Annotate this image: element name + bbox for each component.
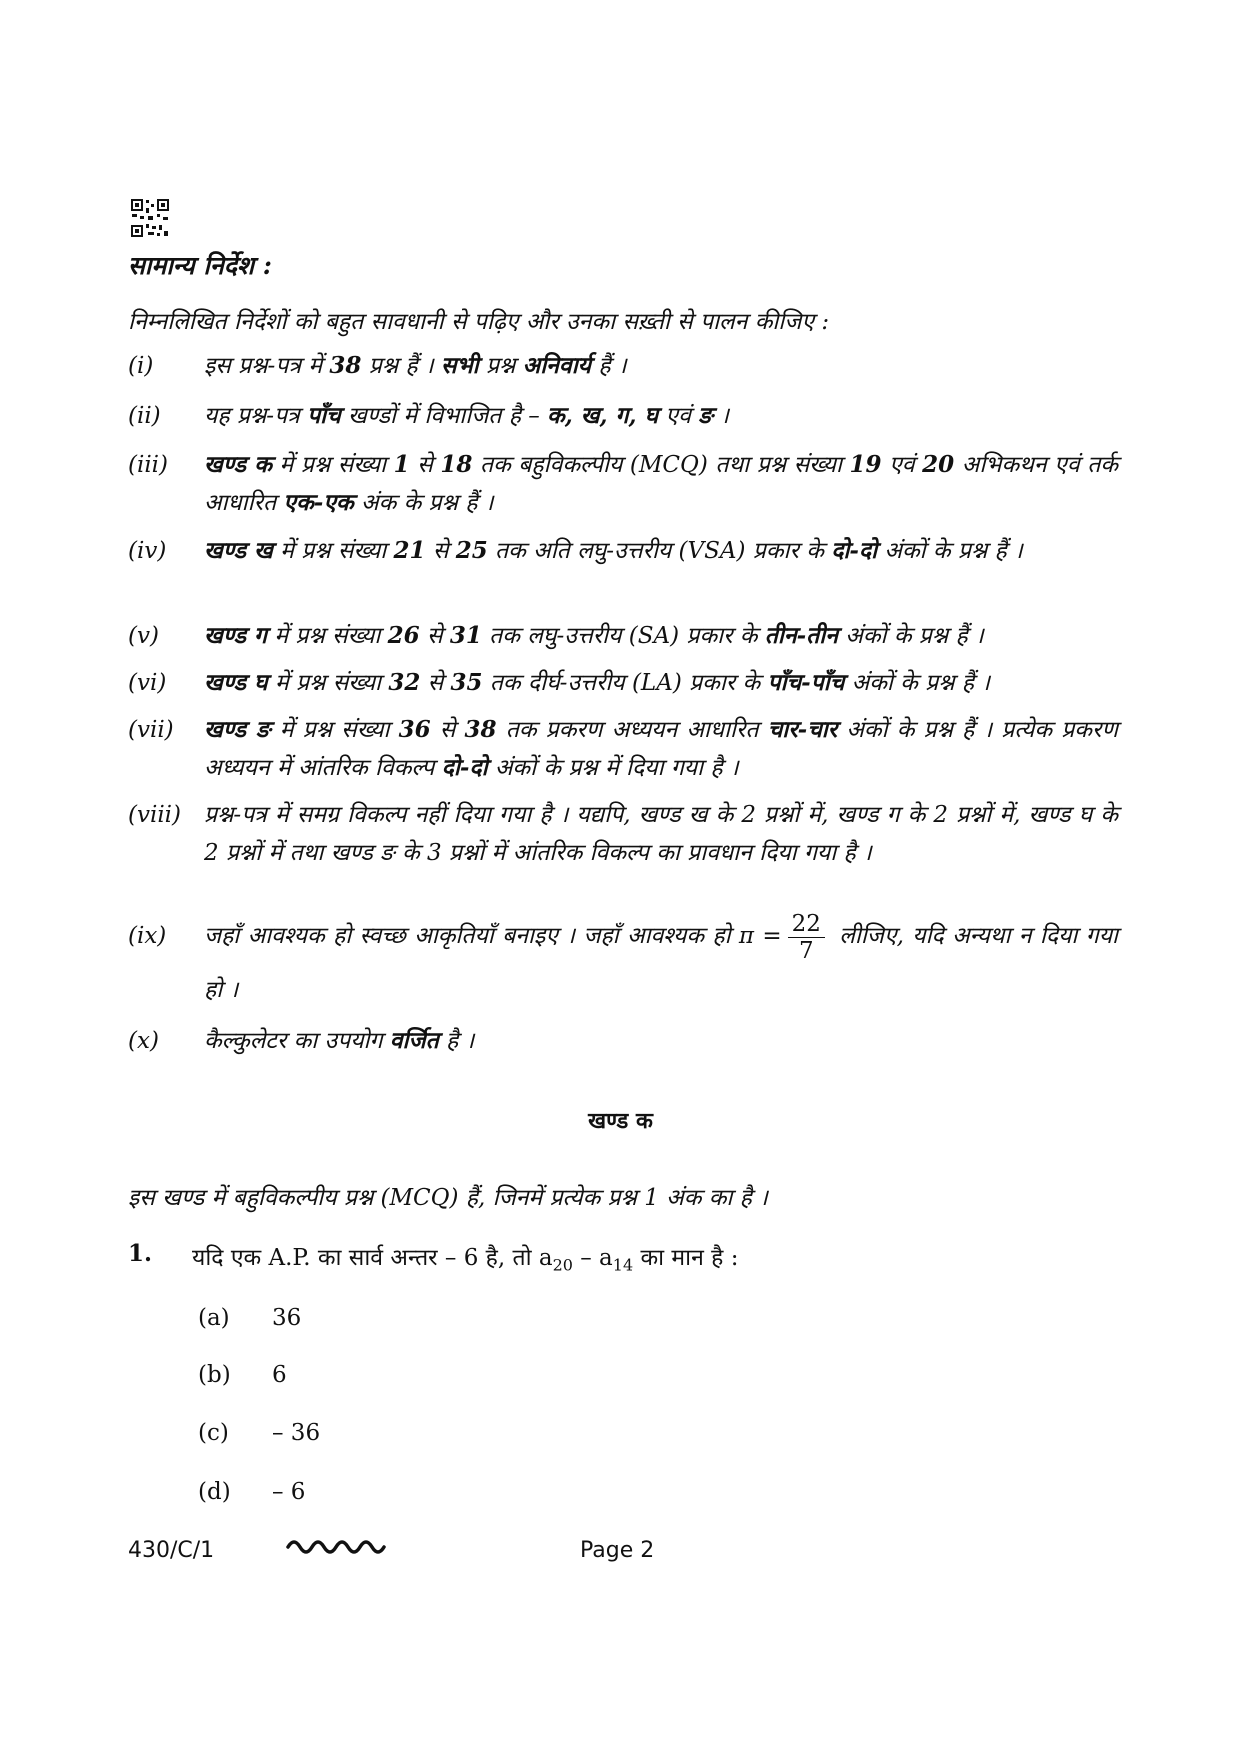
question-1	[128, 1240, 1118, 1275]
instruction-number: (iii)	[128, 452, 169, 478]
section-title: खण्ड क	[588, 1108, 653, 1134]
tilde-ornament-icon	[286, 1533, 386, 1557]
instructions-intro: निम्नलिखित निर्देशों को बहुत सावधानी से पढ़िए और उनका सख़्ती से पालन कीजिए :	[128, 309, 830, 335]
instruction-item: (vii) खण्ड ङ में प्रश्न संख्या 36 से 38 तक प्रकरण अध्ययन आधारित चार-चार अंकों के प्रश्न हैं । प्रत्येक प्रकरण अध्ययन में आंतरिक विकल्प दो-दो अंकों के प्रश्न में दिया गया है ।	[128, 711, 1118, 787]
instruction-number: (x)	[128, 1028, 159, 1054]
option-b: (b) 6	[198, 1362, 287, 1388]
instruction-item: (ix) जहाँ आवश्यक हो स्वच्छ आकृतियाँ बनाइए । जहाँ आवश्यक हो π = $\frac{22}{7}$ लीजिए, यदि अन्यथा न दिया गया हो ।	[128, 910, 1118, 1003]
instruction-number: (v)	[128, 623, 159, 649]
instruction-number: (vi)	[128, 670, 167, 696]
instruction-number: (viii)	[128, 802, 182, 828]
general-instructions-heading: सामान्य निर्देश :	[128, 251, 272, 280]
instruction-item: (i) इस प्रश्न-पत्र में 38 प्रश्न हैं । सभी प्रश्न अनिवार्य हैं ।	[128, 347, 1118, 385]
question-text: यदि एक A.P. का सार्व अन्तर – 6 है, तो $a_{20} - a_{14}$ का मान है :	[192, 1245, 739, 1275]
instruction-number: (iv)	[128, 538, 167, 564]
instruction-number: (i)	[128, 353, 154, 379]
question-number: 1.	[128, 1240, 153, 1267]
qr-code-icon	[130, 198, 170, 238]
option-a: (a) 36	[198, 1305, 302, 1331]
instruction-number: (ix)	[128, 923, 167, 949]
page-number: Page 2	[580, 1538, 655, 1563]
instruction-number: (vii)	[128, 717, 174, 743]
instruction-item: (iv) खण्ड ख में प्रश्न संख्या 21 से 25 तक अति लघु-उत्तरीय (VSA) प्रकार के दो-दो अंकों के प्रश्न हैं ।	[128, 532, 1118, 570]
instruction-item: (v) खण्ड ग में प्रश्न संख्या 26 से 31 तक लघु-उत्तरीय (SA) प्रकार के तीन-तीन अंकों के प्रश्न हैं ।	[128, 617, 1118, 655]
instruction-item: (viii) प्रश्न-पत्र में समग्र विकल्प नहीं दिया गया है । यद्यपि, खण्ड ख के 2 प्रश्नों में, खण्ड ग के 2 प्रश्नों में, खण्ड घ के 2 प्रश्नों में तथा खण्ड ङ के 3 प्रश्नों में आंतरिक विकल्प का प्रावधान दिया गया है ।	[128, 796, 1118, 872]
paper-code: 430/C/1	[128, 1538, 215, 1563]
option-d: (d) – 6	[198, 1479, 306, 1505]
section-intro: इस खण्ड में बहुविकल्पीय प्रश्न (MCQ) हैं, जिनमें प्रत्येक प्रश्न 1 अंक का है ।	[128, 1185, 768, 1211]
instruction-number: (ii)	[128, 403, 161, 429]
instruction-item: (ii) यह प्रश्न-पत्र पाँच खण्डों में विभाजित है – क, ख, ग, घ एवं ङ ।	[128, 397, 1118, 435]
instruction-item: (x) कैल्कुलेटर का उपयोग वर्जित है ।	[128, 1022, 1118, 1060]
option-c: (c) – 36	[198, 1420, 321, 1446]
instruction-item: (iii) खण्ड क में प्रश्न संख्या 1 से 18 तक बहुविकल्पीय (MCQ) तथा प्रश्न संख्या 19 एवं 20 अभिकथन एवं तर्क आधारित एक-एक अंक के प्रश्न हैं ।	[128, 446, 1118, 522]
instruction-item: (vi) खण्ड घ में प्रश्न संख्या 32 से 35 तक दीर्घ-उत्तरीय (LA) प्रकार के पाँच-पाँच अंकों के प्रश्न हैं ।	[128, 664, 1118, 702]
pi-fraction: $\frac{22}{7}$	[788, 911, 825, 964]
